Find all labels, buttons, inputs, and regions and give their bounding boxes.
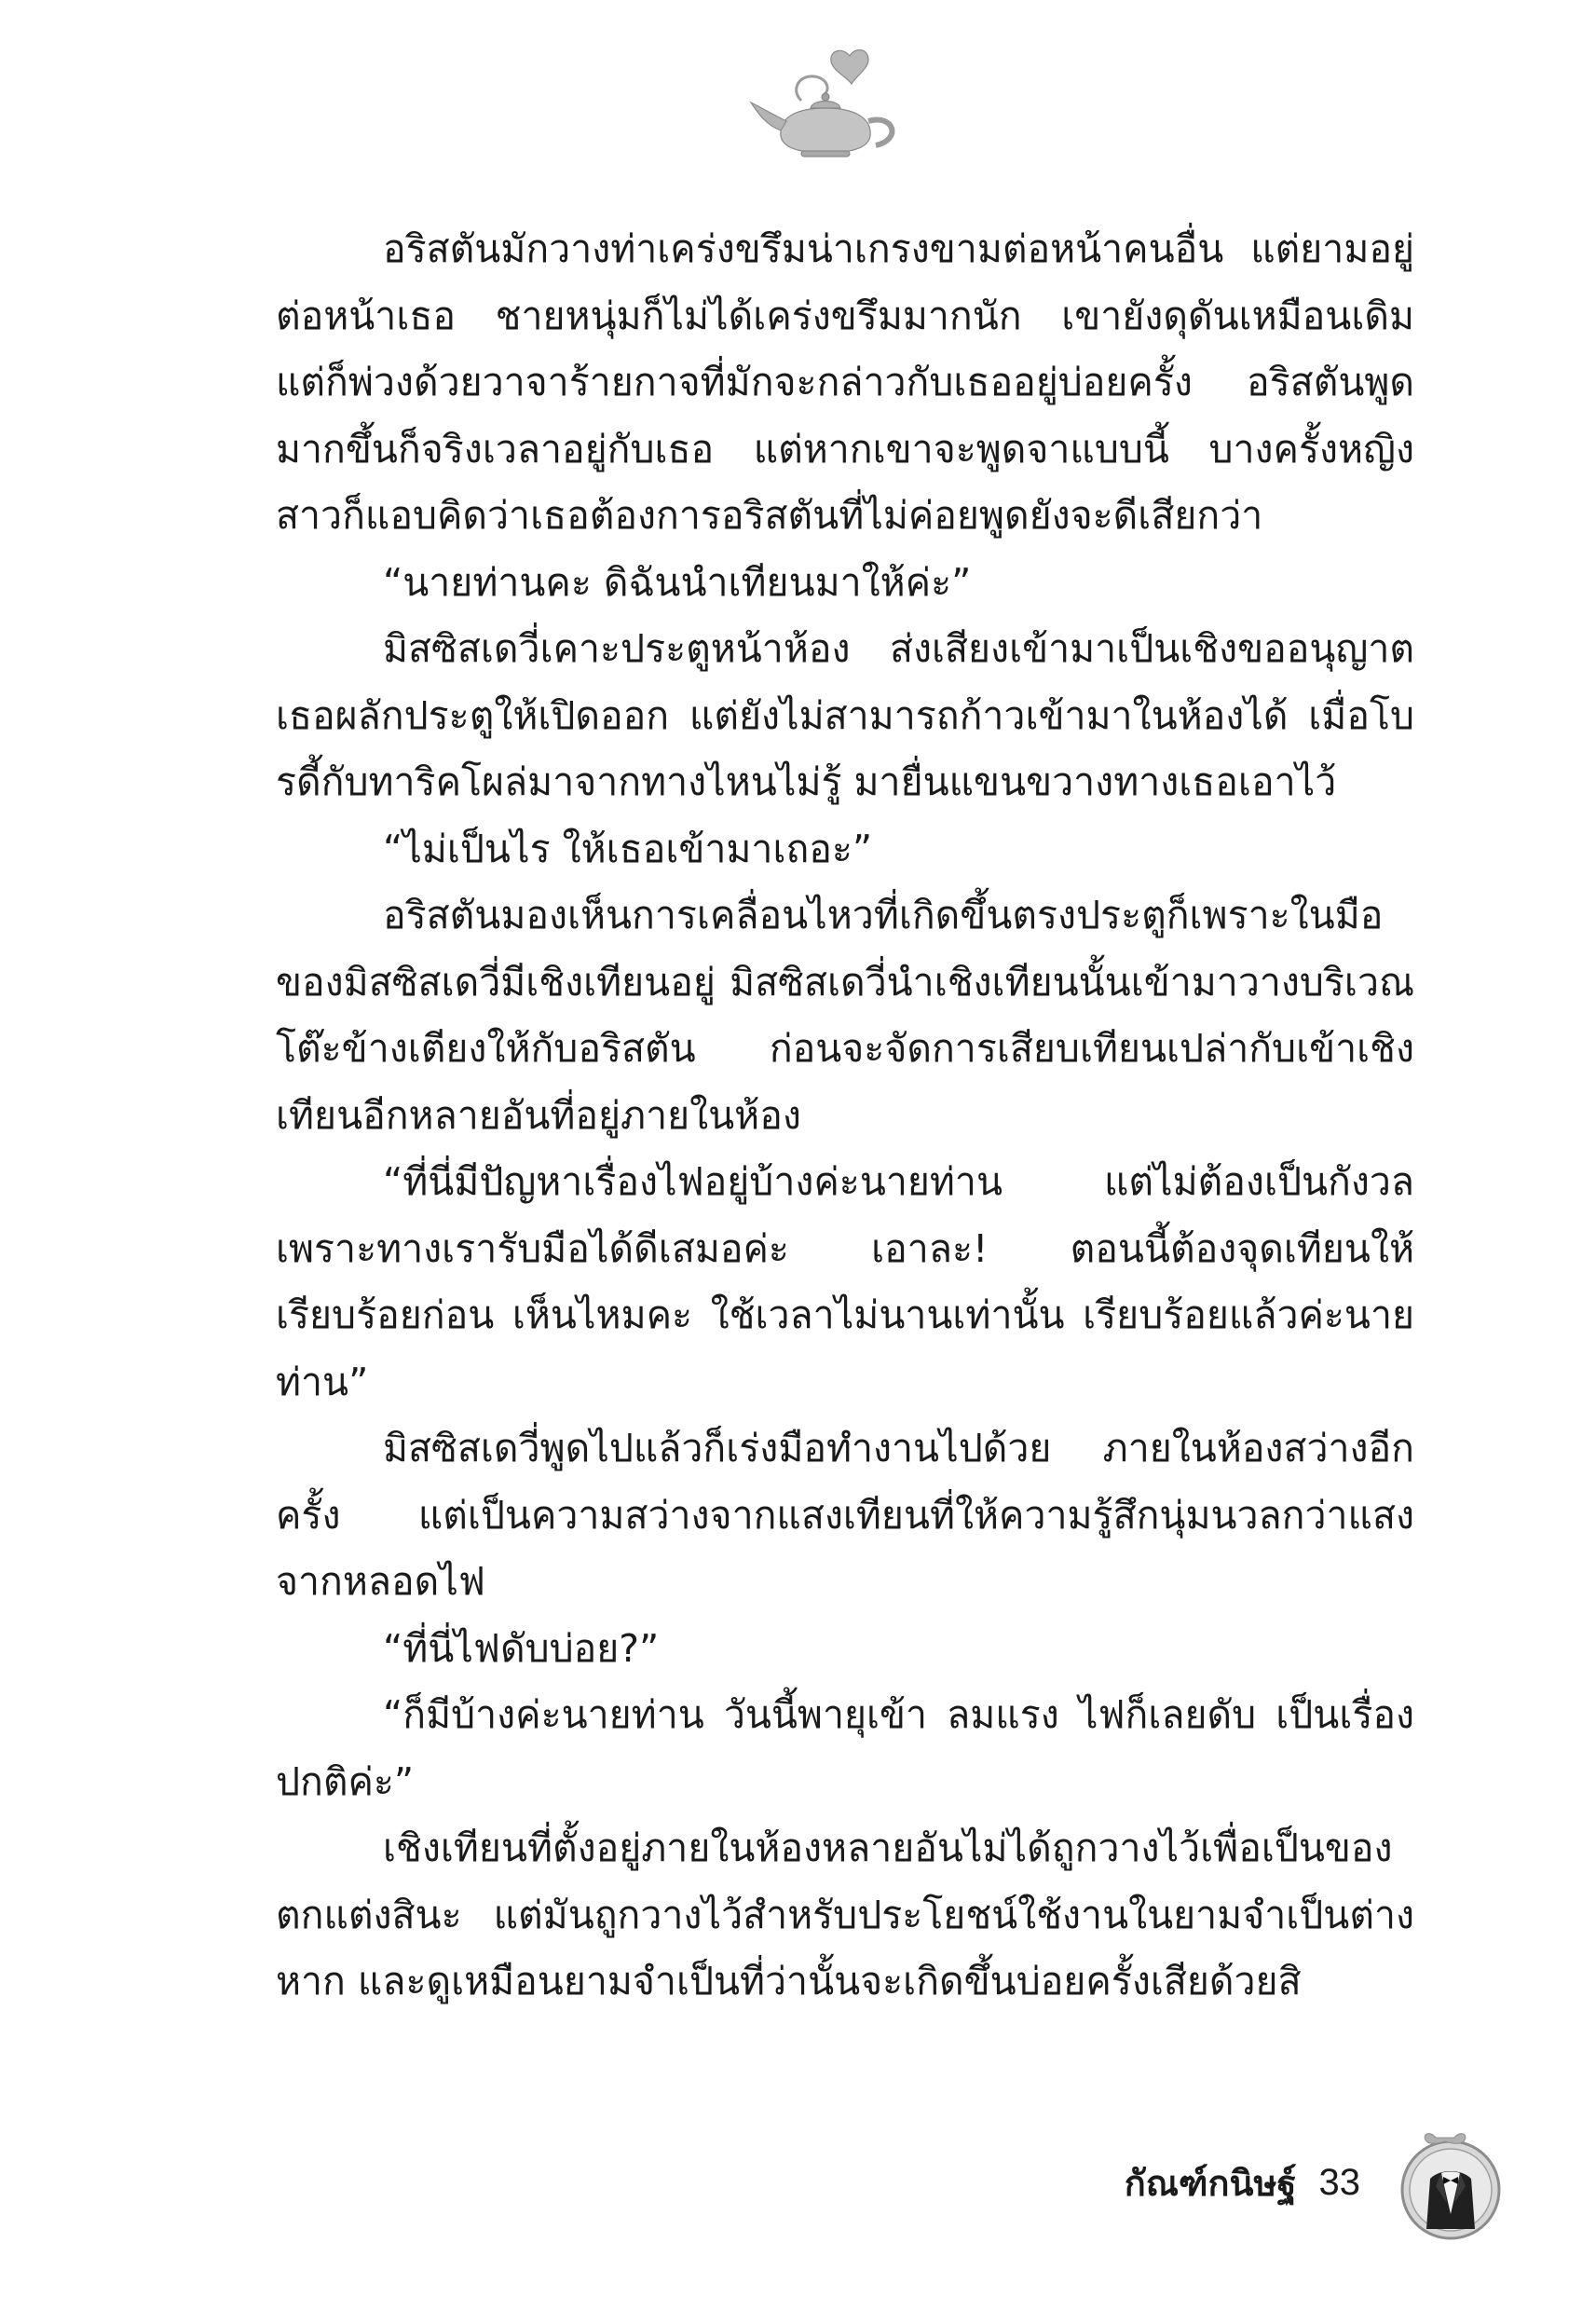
body-text xyxy=(276,216,1414,2016)
tuxedo-emblem-icon xyxy=(1393,2125,1505,2246)
paragraph: “ไม่เป็นไร ให้เธอเข้ามาเถอะ” xyxy=(383,826,873,871)
paragraph: อริสตันมองเห็นการเคลื่อนไหวที่เกิดขึ้นตรงประตูก็เพราะในมือของมิสซิสเดวี่มีเชิงเทียนอยู่ มิสซิสเดวี่นำเชิงเทียนนั้นเข้ามาวางบริเวณโต๊ะข้างเตียงให้กับอริสตัน ก่อนจะจัดการเสียบเทียนเปล่ากับเข้าเชิงเทียนอีกหลายอันที่อยู่ภายในห้อง xyxy=(276,893,1414,1138)
page-footer xyxy=(1125,2154,1360,2210)
paragraph: เชิงเทียนที่ตั้งอยู่ภายในห้องหลายอันไม่ได้ถูกวางไว้เพื่อเป็นของตกแต่งสินะ แต่มันถูกวางไว้สำหรับประโยชน์ใช้งานในยามจำเป็นต่างหาก และดูเหมือนยามจำเป็นที่ว่านั้นจะเกิดขึ้นบ่อยครั้งเสียด้วยสิ xyxy=(276,1826,1414,2003)
paragraph: “ที่นี่ไฟดับบ่อย?” xyxy=(383,1625,660,1671)
paragraph: มิสซิสเดวี่เคาะประตูหน้าห้อง ส่งเสียงเข้ามาเป็นเชิงขออนุญาต เธอผลักประตูให้เปิดออก แต่ยังไม่สามารถก้าวเข้ามาในห้องได้ เมื่อโบรดี้กับทาริคโผล่มาจากทางไหนไม่รู้ มายื่นแขนขวางทางเธอเอาไว้ xyxy=(276,626,1414,804)
paragraph: “ที่นี่มีปัญหาเรื่องไฟอยู่บ้างค่ะนายท่าน แต่ไม่ต้องเป็นกังวล เพราะทางเรารับมือได้ดีเสมอค่ะ เอาละ! ตอนนี้ต้องจุดเทียนให้เรียบร้อยก่อน เห็นไหมคะ ใช้เวลาไม่นานเท่านั้น เรียบร้อยแล้วค่ะนายท่าน” xyxy=(276,1159,1414,1404)
paragraph: “ก็มีบ้างค่ะนายท่าน วันนี้พายุเข้า ลมแรง ไฟก็เลยดับ เป็นเรื่องปกติค่ะ” xyxy=(276,1692,1414,1804)
paragraph: มิสซิสเดวี่พูดไปแล้วก็เร่งมือทำงานไปด้วย ภายในห้องสว่างอีกครั้ง แต่เป็นความสว่างจากแสงเทียนที่ให้ความรู้สึกนุ่มนวลกว่าแสงจากหลอดไฟ xyxy=(276,1426,1414,1604)
page-number: 33 xyxy=(1318,2161,1360,2203)
teapot-heart-icon xyxy=(745,47,913,163)
paragraph: “นายท่านคะ ดิฉันนำเทียนมาให้ค่ะ” xyxy=(383,559,972,605)
book-title: กัณฑ์กนิษฐ์ xyxy=(1124,2162,1297,2204)
paragraph: อริสตันมักวางท่าเคร่งขรึมน่าเกรงขามต่อหน้าคนอื่น แต่ยามอยู่ต่อหน้าเธอ ชายหนุ่มก็ไม่ได้เคร่งขรึมมากนัก เขายังดุดันเหมือนเดิม แต่ก็พ่วงด้วยวาจาร้ายกาจที่มักจะกล่าวกับเธออยู่บ่อยครั้ง อริสตันพูดมากขึ้นก็จริงเวลาอยู่กับเธอ แต่หากเขาจะพูดจาแบบนี้ บางครั้งหญิงสาวก็แอบคิดว่าเธอต้องการอริสตันที่ไม่ค่อยพูดยังจะดีเสียกว่า xyxy=(276,226,1414,538)
